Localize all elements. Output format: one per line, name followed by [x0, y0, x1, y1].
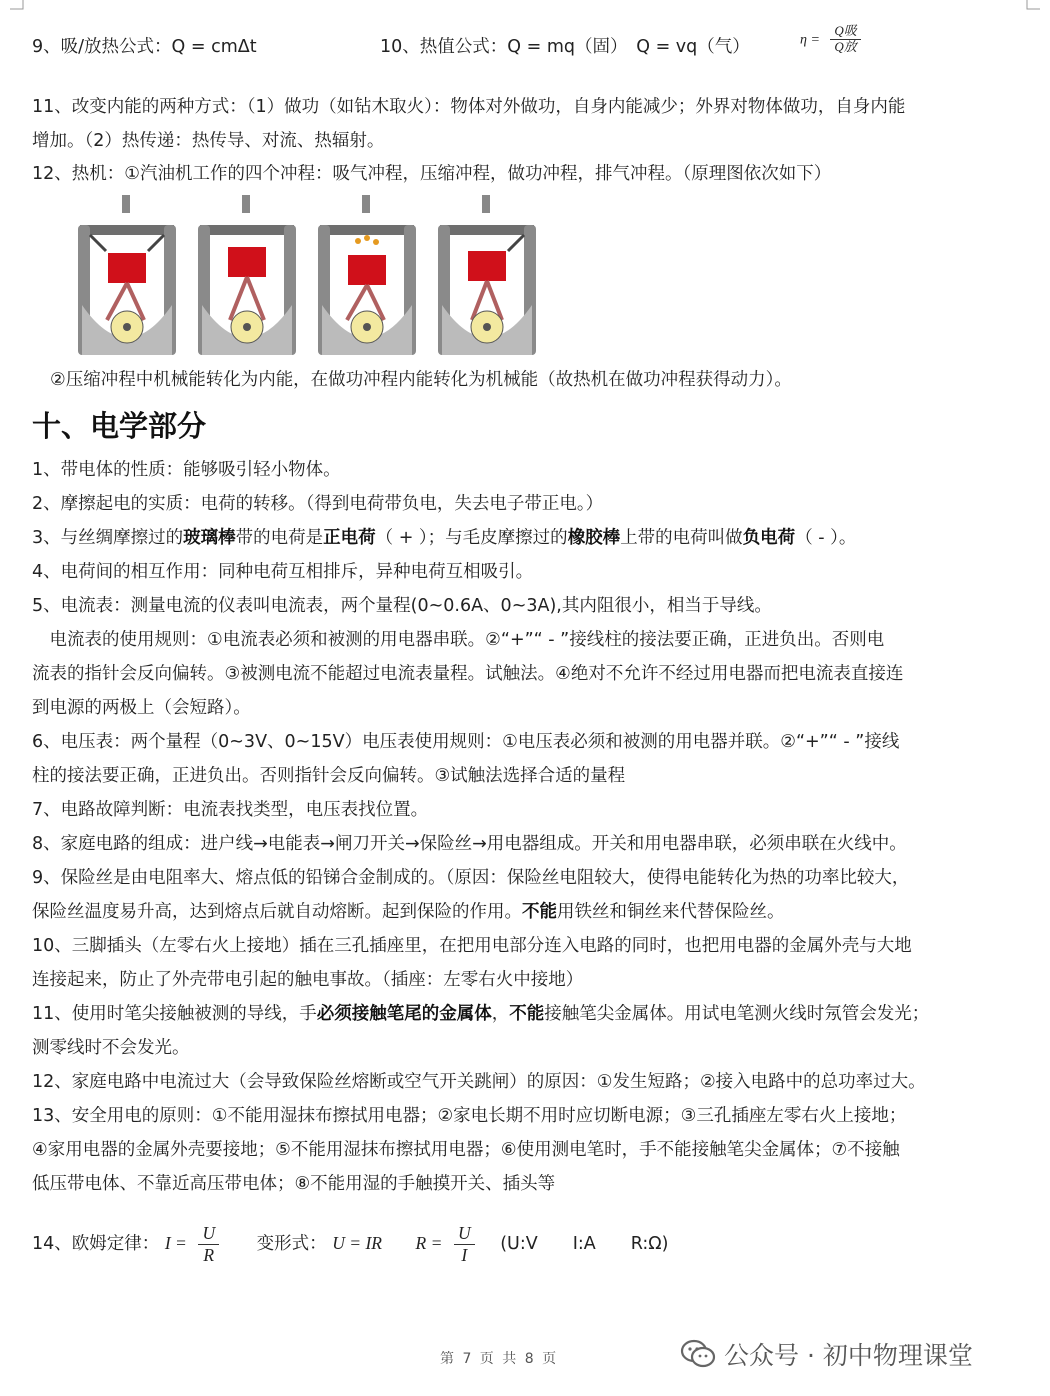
engine-exhaust-stroke — [432, 195, 542, 363]
efficiency-denominator: Q放 — [834, 38, 857, 54]
text-line: ②压缩冲程中机械能转化为内能，在做功冲程内能转化为机械能（故热机在做功冲程获得动力）。 — [50, 370, 792, 390]
text-line: 增加。（2）热传递：热传导、对流、热辐射。 — [32, 131, 385, 151]
ohms-law-label: 14、欧姆定律： — [32, 1234, 160, 1254]
text-line: 低压带电体、不靠近高压带电体；⑧不能用湿的手触摸开关、插头等 — [32, 1174, 556, 1194]
efficiency-numerator: Q吸 — [830, 24, 860, 40]
text-line: 保险丝温度易升高，达到熔点后就自动熔断。起到保险的作用。不能用铁丝和铜丝来代替保险丝。 — [32, 902, 785, 922]
text-line: 流表的指针会反向偏转。③被测电流不能超过电流表量程。试触法。④绝对不允许不经过用电器而把电流表直接连 — [32, 664, 904, 684]
formula-heat-value: 10、热值公式：Q = mq（固） Q = vq（气） — [380, 37, 750, 57]
text-line: 电流表的使用规则：①电流表必须和被测的用电器串联。②“+”“ - ”接线柱的接法要正确，正进负出。否则电 — [32, 630, 885, 650]
units-note: (U:V I:A R:Ω) — [500, 1234, 669, 1254]
text-line: 2、摩擦起电的实质：电荷的转移。（得到电荷带负电，失去电子带正电。） — [32, 494, 604, 514]
text-line: 11、使用时笔尖接触被测的导线，手必须接触笔尾的金属体，不能接触笔尖金属体。用试电笔测火线时氖管会发光； — [32, 1004, 930, 1024]
formula-efficiency — [800, 24, 867, 55]
watermark — [680, 1336, 973, 1372]
section-heading-electricity: 十、电学部分 — [32, 409, 207, 443]
ohms-law-i-numerator: U — [198, 1223, 219, 1244]
crop-mark-right — [1026, 0, 1040, 10]
formula-heat-absorb: 9、吸/放热公式：Q = cmΔt — [32, 37, 257, 57]
ohms-law-r: R = — [415, 1233, 443, 1253]
engine-stroke-diagrams — [72, 195, 552, 365]
page-number: 第 7 页 共 8 页 — [440, 1351, 559, 1367]
engine-power-stroke — [312, 195, 422, 363]
efficiency-symbol: η = — [800, 32, 820, 48]
text-line: 7、电路故障判断：电流表找类型，电压表找位置。 — [32, 800, 429, 820]
text-line: 连接起来，防止了外壳带电引起的触电事故。（插座：左零右火中接地） — [32, 970, 584, 990]
text-line: 5、电流表：测量电流的仪表叫电流表，两个量程(0~0.6A、0~3A),其内阻很小，相当于导线。 — [32, 596, 772, 616]
text-line: 11、改变内能的两种方式：（1）做功（如钻木取火）：物体对外做功，自身内能减少；外界对物体做功，自身内能 — [32, 97, 906, 117]
engine-compression-stroke — [192, 195, 302, 363]
text-line: 1、带电体的性质：能够吸引轻小物体。 — [32, 460, 341, 480]
ohms-law-r-numerator: U — [454, 1223, 475, 1244]
text-line: 3、与丝绸摩擦过的玻璃棒带的电荷是正电荷（ + ）；与毛皮摩擦过的橡胶棒上带的电荷叫做负电荷（ - ）。 — [32, 528, 857, 548]
text-line: 6、电压表：两个量程（0~3V、0~15V）电压表使用规则：①电压表必须和被测的用电器并联。②“+”“ - ”接线 — [32, 732, 900, 752]
text-line: 柱的接法要正确，正进负出。否则指针会反向偏转。③试触法选择合适的量程 — [32, 766, 626, 786]
ohms-law-i-denominator: R — [203, 1244, 215, 1265]
text-line: 到电源的两极上（会短路）。 — [32, 698, 251, 718]
text-line: 9、保险丝是由电阻率大、熔点低的铅锑合金制成的。（原因：保险丝电阻较大，使得电能转化为热的功率比较大， — [32, 868, 910, 888]
variant-label: 变形式： — [256, 1234, 327, 1254]
wechat-icon — [680, 1339, 716, 1369]
ohms-law — [32, 1218, 1022, 1269]
ohms-law-r-denominator: I — [461, 1244, 468, 1265]
text-line: 8、家庭电路的组成：进户线→电能表→闸刀开关→保险丝→用电器组成。开关和用电器串联，必须串联在火线中。 — [32, 834, 907, 854]
ohms-law-i: I = — [164, 1233, 187, 1253]
watermark-text: 公众号 · 初中物理课堂 — [724, 1341, 973, 1370]
text-line: 10、三脚插头（左零右火上接地）插在三孔插座里，在把用电部分连入电路的同时，也把用电器的金属外壳与大地 — [32, 936, 912, 956]
text-line: 4、电荷间的相互作用：同种电荷互相排斥，异种电荷互相吸引。 — [32, 562, 534, 582]
text-line: ④家用电器的金属外壳要接地；⑤不能用湿抹布擦拭用电器；⑥使用测电笔时，手不能接触笔尖金属体；⑦不接触 — [32, 1140, 900, 1160]
text-line: 12、热机：①汽油机工作的四个冲程：吸气冲程，压缩冲程，做功冲程，排气冲程。（原理图依次如下） — [32, 164, 832, 184]
ohms-law-u: U = IR — [332, 1233, 382, 1253]
text-line: 测零线时不会发光。 — [32, 1038, 190, 1058]
engine-intake-stroke — [72, 195, 182, 363]
text-line: 13、安全用电的原则：①不能用湿抹布擦拭用电器；②家电长期不用时应切断电源；③三孔插座左零右火上接地； — [32, 1106, 907, 1126]
crop-mark-left — [10, 0, 24, 10]
text-line: 12、家庭电路中电流过大（会导致保险丝熔断或空气开关跳闸）的原因：①发生短路；②接入电路中的总功率过大。 — [32, 1072, 926, 1092]
